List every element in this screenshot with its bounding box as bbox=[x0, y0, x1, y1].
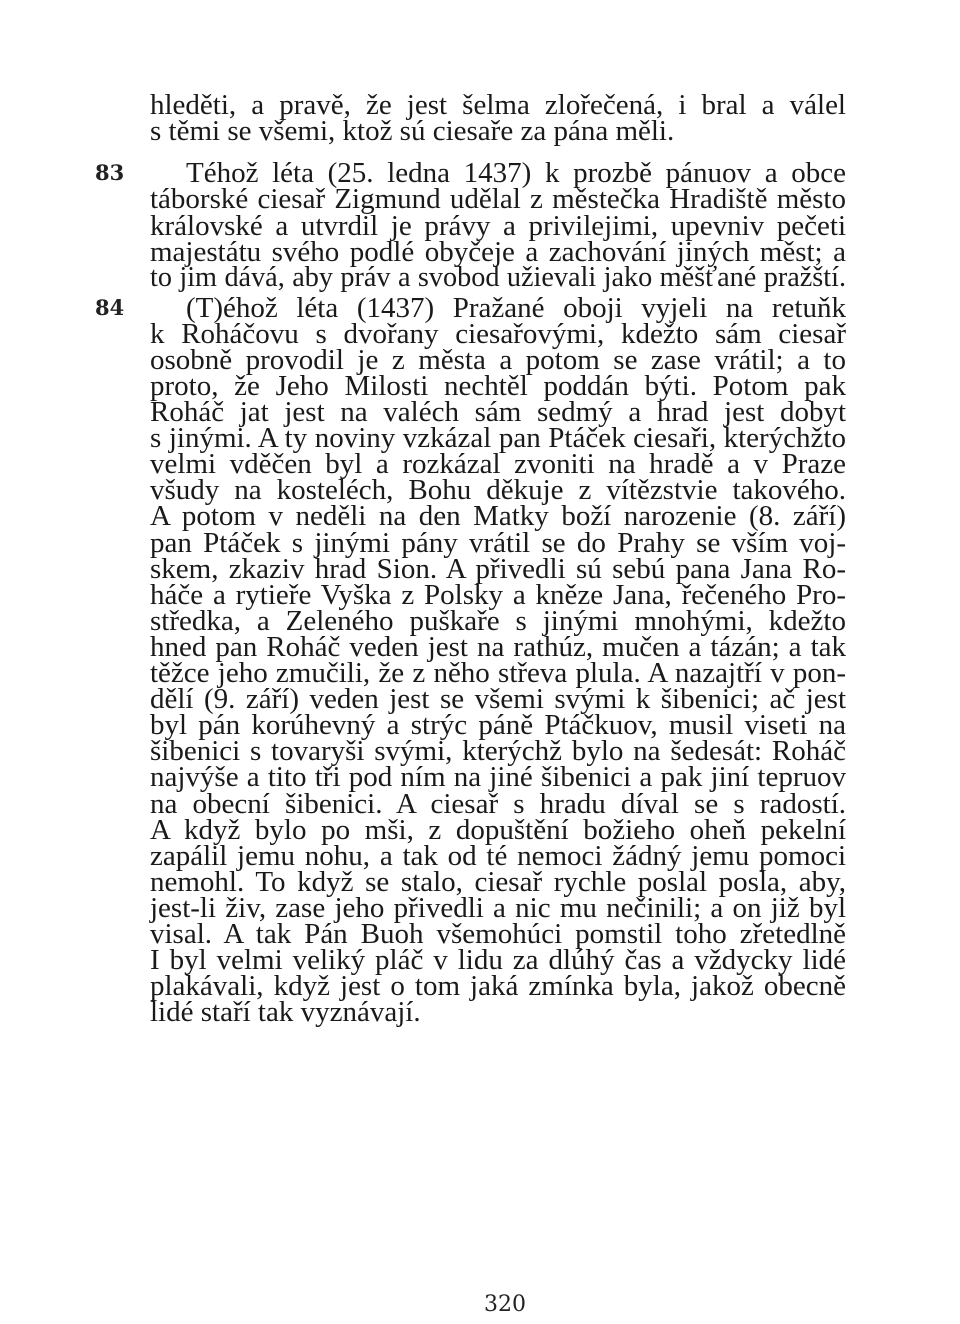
text-line: I byl velmi veliký pláč v lidu za dlúhý čas a vždycky lidé bbox=[150, 944, 846, 977]
text-line: to jim dává, aby práv a svobod užievali jako měšťané pražští. bbox=[150, 261, 846, 293]
text-line: velmi vděčen byl a rozkázal zvoniti na hradě a v Praze bbox=[150, 448, 846, 481]
text-line: pan Ptáček s jinými pány vrátil se do Prahy se vším voj- bbox=[150, 526, 846, 559]
entry-number: 84 bbox=[95, 294, 125, 320]
text-line: A když bylo po mši, z dopuštění božieho oheň pekelní bbox=[150, 813, 846, 846]
text-line: hned pan Roháč veden jest na rathúz, mučen a tázán; a tak bbox=[150, 630, 846, 663]
text-line: háče a rytieře Vyška z Polsky a kněze Jana, řečeného Pro- bbox=[150, 578, 846, 611]
text-line: osobně provodil je z města a potom se zase vrátil; a to bbox=[150, 343, 846, 376]
text-line: jest-li živ, zase jeho přivedli a nic mu nečinili; a on již byl bbox=[150, 891, 846, 924]
text-line: visal. A tak Pán Buoh všemohúci pomstil toho zřetedlně bbox=[150, 918, 846, 951]
text-line: lidé staří tak vyznávají. bbox=[150, 996, 421, 1029]
text-line: Roháč jat jest na valéch sám sedmý a hrad jest dobyt bbox=[150, 396, 846, 429]
text-line: proto, že Jeho Milosti nechtěl poddán býti. Potom pak bbox=[150, 369, 846, 402]
text-line: nemohl. To když se stalo, ciesař rychle poslal posla, aby, bbox=[150, 865, 846, 898]
text-line: Téhož léta (25. ledna 1437) k prozbě pánuov a obce bbox=[186, 157, 846, 190]
text-line: najvýše a tito tři pod ním na jiné šibenici a pak jiní tepruov bbox=[150, 761, 846, 794]
text-line: (T)éhož léta (1437) Pražané oboji vyjeli na retuňk bbox=[186, 291, 846, 324]
text-line: hleděti, a pravě, že jest šelma zlořečená, i bral a válel bbox=[150, 89, 846, 121]
text-line: plakávali, když jest o tom jaká zmínka byla, jakož obecně bbox=[150, 970, 846, 1003]
text-line: skem, zkaziv hrad Sion. A přivedli sú sebú pana Jana Ro- bbox=[150, 552, 846, 585]
text-line: šibenici s tovaryši svými, kterýchž bylo na šedesát: Roháč bbox=[150, 735, 846, 768]
text-line: s těmi se všemi, ktož sú ciesaře za pána měli. bbox=[150, 115, 675, 148]
text-line: těžce jeho zmučili, že z něho střeva plula. A nazajtří v pon- bbox=[150, 657, 846, 690]
text-line: byl pán korúhevný a strýc páně Ptáčkuov, musil viseti na bbox=[150, 709, 846, 742]
text-line: dělí (9. září) veden jest se všemi svými k šibenici; ač jest bbox=[150, 683, 846, 716]
text-line: táborské ciesař Zigmund udělal z městečka Hradiště město bbox=[150, 183, 846, 216]
text-line: na obecní šibenici. A ciesař s hradu díval se s radostí. bbox=[150, 787, 846, 820]
text-line: všudy na kosteléch, Bohu děkuje z vítězstvie takového. bbox=[150, 474, 846, 507]
entry-number: 83 bbox=[95, 160, 125, 186]
text-line: středka, a Zeleného puškaře s jinými mnohými, kdežto bbox=[150, 604, 846, 637]
text-line: k Roháčovu s dvořany ciesařovými, kdežto sám ciesař bbox=[150, 317, 846, 350]
text-line: zapálil jemu nohu, a tak od té nemoci žádný jemu pomoci bbox=[150, 839, 846, 872]
text-line: A potom v neděli na den Matky boží narozenie (8. září) bbox=[150, 500, 846, 533]
text-line: s jinými. A ty noviny vzkázal pan Ptáček ciesaři, kterýchžto bbox=[150, 422, 846, 455]
text-line: královské a utvrdil je právy a privilejimi, upevniv pečeti bbox=[150, 209, 846, 242]
page-number: 320 bbox=[484, 1292, 526, 1317]
text-line: majestátu svého podlé obyčeje a zachování jiných měst; a bbox=[150, 235, 846, 268]
